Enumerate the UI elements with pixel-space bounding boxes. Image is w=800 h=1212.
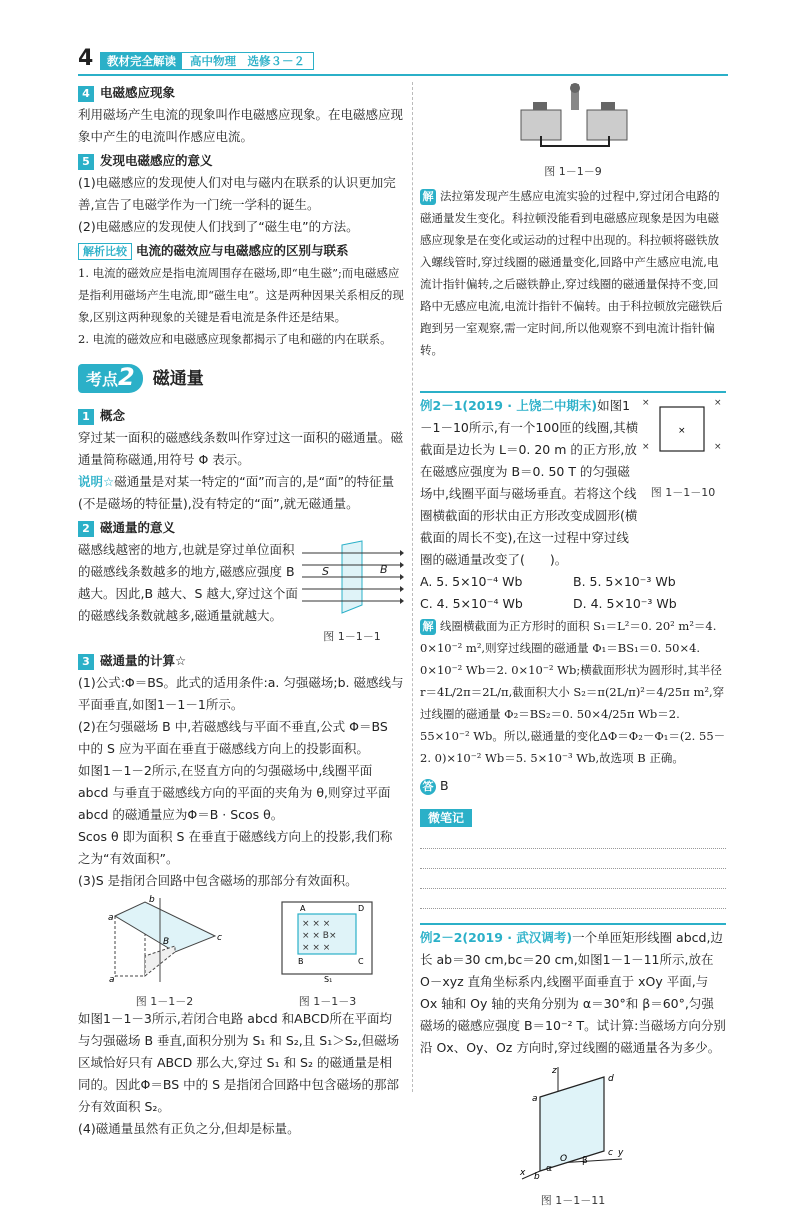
- option-a: A. 5. 5×10⁻⁴ Wb: [420, 574, 523, 589]
- svg-text:d: d: [608, 1074, 614, 1084]
- concept-note: 说明☆磁通量是对某一特定的“面”而言的,是“面”的特征量(不是磁场的特征量),没有特定的“面”,就无磁通量。: [78, 474, 395, 511]
- example-2-1-text: 例2－1(2019 · 上饶二中期末)如图1－1－10所示,有一个100匝的线圈,其横截面是边长为 L＝0. 20 m 的正方形,放在磁感应强度为 B＝0. 50 T 的匀强磁场中,线圈平面与磁场垂直。若将这个线圈横截面的形状由正方形改变成圆形(横截面的周长不变),在这一过程中穿过线圈的磁通量改变了( )。: [420, 398, 639, 567]
- meaning-text: 磁感线越密的地方,也就是穿过单位面积的磁感线条数越多的地方,磁感应强度 B 越大。因此,B 越大、S 越大,穿过这个面的磁感线条数就越多,磁通量就越大。: [78, 542, 298, 623]
- options-row-1: [420, 571, 726, 593]
- example-2-2: [420, 923, 726, 1212]
- svg-text:B: B: [380, 563, 388, 576]
- subject-name: 高中物理 选修３－２: [190, 54, 305, 68]
- figure-1-1-10-caption: 图 1－1－10: [650, 486, 716, 499]
- svg-text:α: α: [546, 1164, 552, 1174]
- svg-text:c: c: [216, 933, 222, 943]
- calc-p7: (4)磁通量虽然有正负之分,但却是标量。: [78, 1121, 300, 1136]
- series-name: 教材完全解读: [101, 53, 182, 69]
- meaning-title: 2 磁通量的意义: [78, 517, 404, 539]
- square-coil-diagram: [640, 395, 726, 475]
- svg-text:×: ×: [714, 398, 722, 408]
- example-2-1-body: [420, 395, 726, 571]
- svg-text:y: y: [618, 1148, 624, 1158]
- svg-text:a: a: [532, 1094, 538, 1104]
- svg-text:z: z: [552, 1066, 557, 1076]
- svg-text:×: ×: [642, 398, 650, 408]
- figures-row: [78, 896, 404, 1008]
- solution-2-1: 解 线圈横截面为正方形时的面积 S₁＝L²＝0. 20² m²＝4. 0×10⁻² m²,则穿过线圈的磁通量 Φ₁＝BS₁＝0. 50×4. 0×10⁻² Wb＝2. 0×10⁻² Wb;横截面形状为圆形时,其半径 r＝4L/2π＝2L/π,截面积大小 S₂＝π(2L/π)²＝4/25π m²,穿过线圈的磁通量 Φ₂＝BS₂＝0. 50×4/25π Wb＝2. 55×10⁻² Wb。所以,磁通量的变化ΔΦ＝Φ₂－Φ₁＝(2. 55－2. 0)×10⁻² Wb＝5. 5×10⁻³ Wb,故选项 B 正确。: [420, 619, 726, 765]
- calc-p5: (3)S 是指闭合回路中包含磁场的那部分有效面积。: [78, 873, 358, 888]
- calc-p4: Scos θ 即为面积 S 在垂直于磁感线方向上的投影,我们称之为“有效面积”。: [78, 829, 393, 866]
- figure-1-1-9: [420, 80, 726, 183]
- svg-text:C: C: [357, 957, 364, 966]
- svg-text:×: ×: [642, 442, 650, 452]
- svg-text:× × B×: × × B×: [301, 931, 337, 941]
- micro-notes-lines: [420, 829, 726, 909]
- experiment-illustration: [513, 80, 633, 154]
- field-plane-diagram: [300, 539, 404, 619]
- meaning-block: [78, 539, 404, 648]
- svg-text:b: b: [534, 1172, 540, 1182]
- svg-text:β: β: [582, 1156, 588, 1166]
- calc-p3: 如图1－1－2所示,在竖直方向的匀强磁场中,线圈平面 abcd 与垂直于磁感线方向的平面的夹角为 θ,则穿过平面 abcd 的磁通量应为Φ＝B · Scos θ。: [78, 763, 391, 822]
- figure-1-1-2-caption: 图 1－1－2: [135, 995, 194, 1008]
- coordinate-coil-diagram: [518, 1063, 628, 1183]
- options-row-2: [420, 593, 726, 615]
- svg-text:×: ×: [678, 426, 686, 436]
- svg-text:A: A: [299, 904, 305, 913]
- compare-p2: 2. 电流的磁效应和电磁感应现象都揭示了电和磁的内在联系。: [78, 332, 392, 346]
- option-b: B. 5. 5×10⁻³ Wb: [573, 574, 676, 589]
- concept-p1: 穿过某一面积的磁感线条数叫作穿过这一面积的磁通量。磁通量简称磁通,用符号 Φ 表示。: [78, 430, 404, 467]
- section-4-title: 4 电磁感应现象: [78, 82, 404, 104]
- micro-notes-title: 微笔记: [420, 809, 472, 827]
- solution-1: 解 法拉第发现产生感应电流实验的过程中,穿过闭合电路的磁通量发生变化。科拉顿没能看到电磁感应现象是因为电磁感应现象是在变化或运动的过程中出现的。科拉顿将磁铁放入螺线管时,穿过线圈的磁通量变化,回路中产生感应电流,电流计指针偏转,之后磁铁静止,穿过线圈的磁通量保持不变,回路中无感应电流,电流计指针不偏转。由于科拉顿放完磁铁后跑到另一室观察,需一定时间,所以他观察不到电流计指针偏转。: [420, 189, 723, 357]
- calc-title: 3 磁通量的计算☆: [78, 650, 404, 672]
- kaodian-title: 磁通量: [152, 368, 204, 389]
- svg-text:B: B: [162, 937, 169, 947]
- svg-text:× × ×: × × ×: [301, 943, 330, 953]
- figure-1-1-3: [278, 896, 378, 1008]
- column-divider: [412, 82, 413, 1092]
- concept-title: 1 概念: [78, 405, 404, 427]
- compare-p1: 1. 电流的磁效应是指电流周围存在磁场,即“电生磁”;而电磁感应是指利用磁场产生电流,即“磁生电”。这是两种因果关系相反的现象,区别这两种现象的关键是看电流是条件还是结果。: [78, 266, 404, 324]
- right-column: [420, 80, 726, 1212]
- two-loops-diagram: [278, 896, 378, 984]
- svg-text:S₁: S₁: [323, 975, 332, 984]
- svg-text:B: B: [297, 957, 303, 966]
- svg-text:×: ×: [714, 442, 722, 452]
- header-tag: [100, 52, 314, 70]
- calc-p2: (2)在匀强磁场 B 中,若磁感线与平面不垂直,公式 Φ＝BS 中的 S 应为平面在垂直于磁感线方向上的投影面积。: [78, 719, 388, 756]
- svg-text:× × ×: × × ×: [301, 919, 330, 929]
- svg-text:x: x: [520, 1168, 526, 1178]
- figure-1-1-3-caption: 图 1－1－3: [298, 995, 357, 1008]
- svg-text:S: S: [322, 565, 329, 578]
- kaodian-banner: [78, 364, 404, 393]
- figure-1-1-1-caption: 图 1－1－1: [323, 630, 381, 643]
- example-2-1: [420, 391, 726, 797]
- svg-text:a′: a′: [108, 975, 117, 985]
- example-2-2-text: 例2－2(2019 · 武汉调考)一个单匝矩形线圈 abcd,边长 ab＝30 cm,bc＝20 cm,如图1－1－11所示,放在 O－xyz 直角坐标系内,线圈平面垂直于 xOy 平面,与 Ox 轴和 Oy 轴的夹角分别为 α＝30°和 β＝60°,匀强磁场的磁感应强度 B＝10⁻² T。试计算:当磁场方向分别沿 Ox、Oy、Oz 方向时,穿过线圈的磁通量各为多少。: [420, 930, 726, 1055]
- figure-1-1-1: [300, 539, 404, 648]
- page-number: 4: [78, 46, 94, 71]
- calc-p1: (1)公式:Φ＝BS。此式的适用条件:a. 匀强磁场;b. 磁感线与平面垂直,如图1－1－1所示。: [78, 675, 404, 712]
- figure-1-1-9-caption: 图 1－1－9: [544, 165, 602, 178]
- page-header: [78, 48, 728, 76]
- compare-header: 解析比较 电流的磁效应与电磁感应的区别与联系: [78, 240, 404, 262]
- option-c: C. 4. 5×10⁻⁴ Wb: [420, 596, 523, 611]
- header-rule: [78, 74, 728, 76]
- section-4-text: 利用磁场产生电流的现象叫作电磁感应现象。在电磁感应现象中产生的电流叫作感应电流。: [78, 107, 404, 144]
- section-5-p1: (1)电磁感应的发现使人们对电与磁内在联系的认识更加完善,宣告了电磁学作为一门统一学科的诞生。: [78, 175, 396, 212]
- section-5-title: 5 发现电磁感应的意义: [78, 150, 404, 172]
- svg-text:a: a: [107, 913, 114, 923]
- figure-1-1-11-caption: 图 1－1－11: [540, 1194, 606, 1207]
- svg-text:c: c: [608, 1148, 613, 1158]
- figure-1-1-11: [420, 1063, 726, 1212]
- figure-1-1-2: [105, 896, 225, 1008]
- answer-2-1: 答 B: [420, 775, 726, 797]
- tilted-coil-diagram: [105, 896, 225, 984]
- svg-text:O: O: [560, 1154, 568, 1164]
- calc-p6: 如图1－1－3所示,若闭合电路 abcd 和ABCD所在平面均与匀强磁场 B 垂直,面积分别为 S₁ 和 S₂,且 S₁＞S₂,但磁场区域恰好只有 ABCD 那么大,穿过 S₁ 和 S₂ 的磁通量是相同的。因此Φ＝BS 中的 S 是指闭合回路中包含磁场的那部分有效面积 S₂。: [78, 1011, 400, 1114]
- svg-text:D: D: [357, 904, 364, 913]
- section-5-p2: (2)电磁感应的发现使人们找到了“磁生电”的方法。: [78, 219, 359, 234]
- figure-1-1-10: [640, 395, 726, 571]
- option-d: D. 4. 5×10⁻³ Wb: [573, 596, 677, 611]
- svg-text:b: b: [148, 895, 155, 905]
- left-column: [78, 80, 404, 1140]
- kaodian-pill: 考点2: [78, 364, 143, 393]
